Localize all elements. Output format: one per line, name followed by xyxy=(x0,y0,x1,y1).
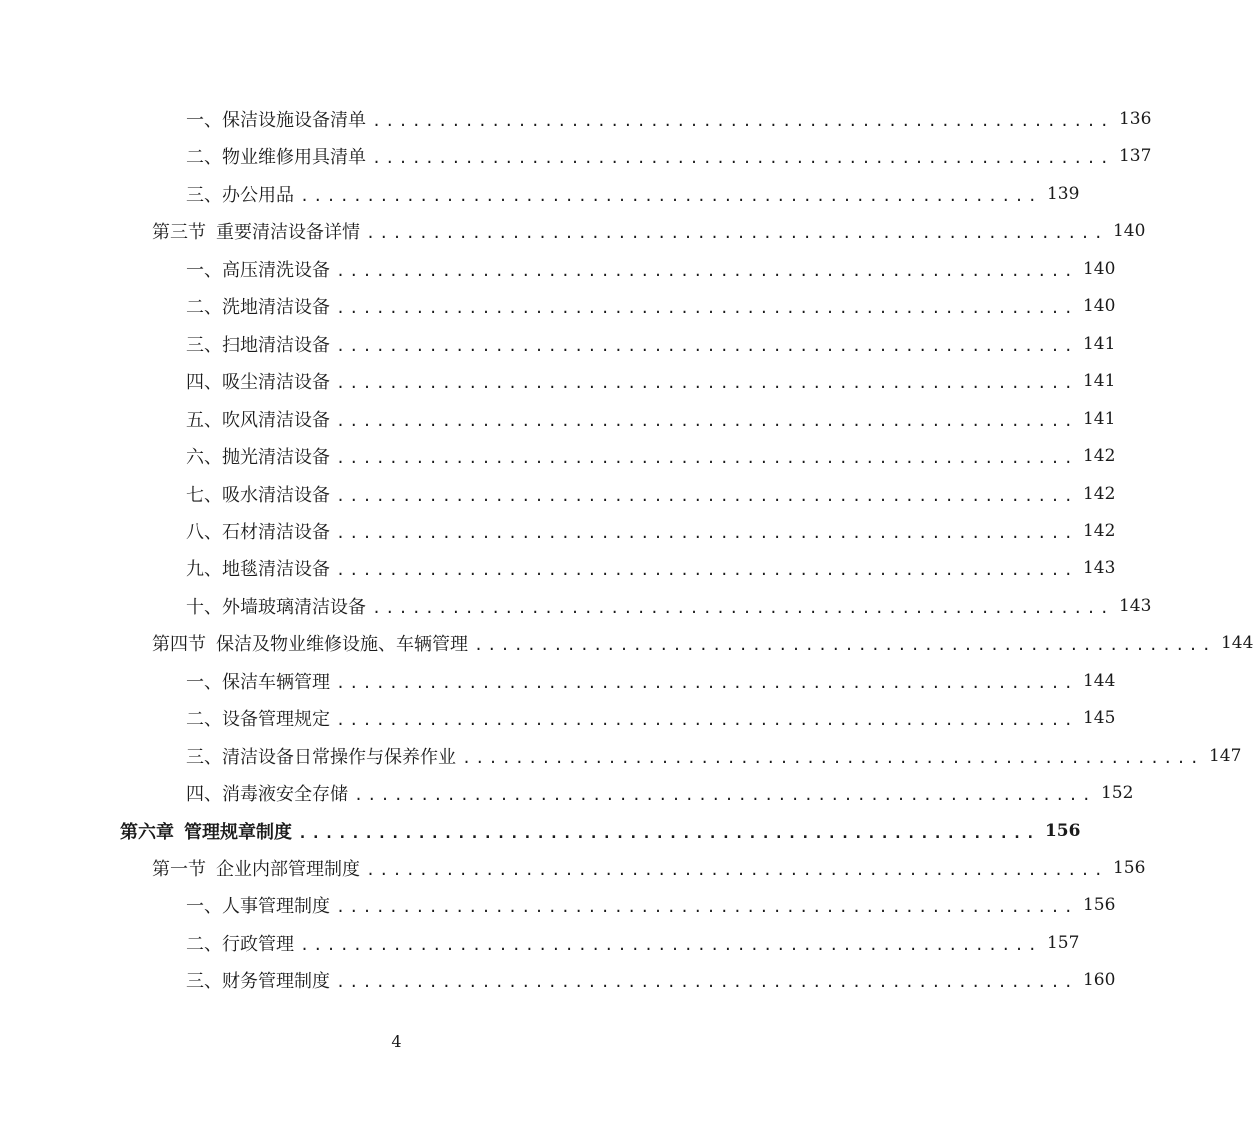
toc-entry[interactable] xyxy=(0,816,1081,846)
toc-entry-number: 一、 xyxy=(186,672,222,693)
toc-leader-dots: ........................................................ xyxy=(336,299,1077,317)
toc-entry-title: 清洁设备日常操作与保养作业 xyxy=(222,747,456,768)
toc-entry-number: 七、 xyxy=(186,485,222,506)
toc-entry[interactable] xyxy=(0,366,1116,396)
toc-entry-page: 145 xyxy=(1082,708,1116,728)
toc-entry-number: 一、 xyxy=(186,110,222,131)
toc-entry[interactable] xyxy=(0,404,1116,434)
toc-entry[interactable] xyxy=(0,291,1116,321)
toc-entry-number: 一、 xyxy=(186,260,222,281)
toc-entry-title: 设备管理规定 xyxy=(222,709,330,730)
toc-entry[interactable] xyxy=(0,254,1116,284)
toc-entry-number: 三、 xyxy=(186,971,222,992)
toc-leader-dots: ........................................................ xyxy=(336,674,1077,692)
toc-entry-page: 157 xyxy=(1046,933,1080,953)
toc-leader-dots: ........................................................ xyxy=(336,561,1077,579)
toc-entry[interactable] xyxy=(0,703,1116,733)
toc-entry[interactable] xyxy=(0,628,1253,658)
toc-entry-number: 第三节 xyxy=(152,222,206,243)
toc-entry-number: 第六章 xyxy=(120,822,174,843)
toc-entry-title: 消毒液安全存储 xyxy=(222,784,348,805)
toc-entry-page: 144 xyxy=(1220,633,1253,653)
toc-entry-page: 143 xyxy=(1082,558,1116,578)
toc-entry[interactable] xyxy=(0,179,1080,209)
toc-entry-page: 156 xyxy=(1082,895,1116,915)
toc-entry[interactable] xyxy=(0,778,1134,808)
toc-entry-title: 外墙玻璃清洁设备 xyxy=(222,597,366,618)
toc-entry-title: 重要清洁设备详情 xyxy=(216,222,360,243)
toc-entry-number: 八、 xyxy=(186,522,222,543)
toc-entry-page: 160 xyxy=(1082,970,1116,990)
toc-entry-number: 二、 xyxy=(186,297,222,318)
toc-entry-page: 152 xyxy=(1100,783,1134,803)
toc-leader-dots: ........................................................ xyxy=(372,149,1113,167)
toc-leader-dots: ........................................................ xyxy=(336,898,1077,916)
toc-entry-title: 人事管理制度 xyxy=(222,896,330,917)
toc-leader-dots: ........................................................ xyxy=(336,973,1077,991)
toc-entry[interactable] xyxy=(0,479,1116,509)
toc-entry-page: 156 xyxy=(1044,821,1081,841)
toc-entry-title: 抛光清洁设备 xyxy=(222,447,330,468)
toc-entry-title: 地毯清洁设备 xyxy=(222,559,330,580)
toc-entry-title: 企业内部管理制度 xyxy=(216,859,360,880)
toc-leader-dots: ........................................................ xyxy=(336,412,1077,430)
toc-leader-dots: ........................................................ xyxy=(462,749,1203,767)
toc-entry-page: 144 xyxy=(1082,671,1116,691)
toc-entry[interactable] xyxy=(0,928,1080,958)
toc-entry-number: 五、 xyxy=(186,410,222,431)
toc-entry-page: 141 xyxy=(1082,409,1116,429)
toc-entry[interactable] xyxy=(0,965,1116,995)
toc-entry-number: 第一节 xyxy=(152,859,206,880)
toc-leader-dots: ........................................................ xyxy=(300,936,1041,954)
toc-entry[interactable] xyxy=(0,890,1116,920)
toc-entry-number: 十、 xyxy=(186,597,222,618)
toc-leader-dots: ........................................................ xyxy=(336,524,1077,542)
toc-leader-dots: ........................................................ xyxy=(336,487,1077,505)
toc-entry-page: 140 xyxy=(1112,221,1146,241)
toc-entry-title: 吸尘清洁设备 xyxy=(222,372,330,393)
toc-entry-title: 高压清洗设备 xyxy=(222,260,330,281)
toc-entry-page: 139 xyxy=(1046,184,1080,204)
toc-entry[interactable] xyxy=(0,329,1116,359)
toc-leader-dots: ........................................................ xyxy=(354,786,1095,804)
toc-entry-number: 一、 xyxy=(186,896,222,917)
toc-entry-page: 137 xyxy=(1118,146,1152,166)
toc-entry-page: 156 xyxy=(1112,858,1146,878)
toc-entry[interactable] xyxy=(0,553,1116,583)
toc-entry-page: 143 xyxy=(1118,596,1152,616)
toc-entry[interactable] xyxy=(0,441,1116,471)
toc-leader-dots: ........................................................ xyxy=(366,861,1107,879)
toc-leader-dots: ........................................................ xyxy=(366,224,1107,242)
toc-entry[interactable] xyxy=(0,666,1116,696)
toc-entry-page: 136 xyxy=(1118,109,1152,129)
toc-entry-title: 保洁车辆管理 xyxy=(222,672,330,693)
toc-entry-title: 洗地清洁设备 xyxy=(222,297,330,318)
toc-entry-title: 扫地清洁设备 xyxy=(222,335,330,356)
toc-entry-number: 二、 xyxy=(186,934,222,955)
toc-entry[interactable] xyxy=(0,741,1242,771)
toc-entry-title: 管理规章制度 xyxy=(184,822,292,843)
toc-entry-page: 142 xyxy=(1082,446,1116,466)
toc-entry[interactable] xyxy=(0,104,1152,134)
toc-entry-title: 石材清洁设备 xyxy=(222,522,330,543)
toc-leader-dots: ........................................................ xyxy=(300,187,1041,205)
toc-entry-number: 四、 xyxy=(186,784,222,805)
toc-entry-title: 物业维修用具清单 xyxy=(222,147,366,168)
toc-entry-page: 140 xyxy=(1082,296,1116,316)
toc-entry[interactable] xyxy=(0,216,1146,246)
toc-entry-page: 142 xyxy=(1082,521,1116,541)
toc-entry-number: 三、 xyxy=(186,335,222,356)
toc-entry-number: 三、 xyxy=(186,185,222,206)
toc-entry-number: 六、 xyxy=(186,447,222,468)
toc-entry-page: 141 xyxy=(1082,334,1116,354)
toc-entry-title: 行政管理 xyxy=(222,934,294,955)
toc-entry-number: 四、 xyxy=(186,372,222,393)
toc-entry-number: 二、 xyxy=(186,147,222,168)
toc-leader-dots: ........................................................ xyxy=(298,824,1039,842)
toc-entry-page: 147 xyxy=(1208,746,1242,766)
toc-leader-dots: ........................................................ xyxy=(372,599,1113,617)
toc-entry-title: 吸水清洁设备 xyxy=(222,485,330,506)
toc-entry[interactable] xyxy=(0,516,1116,546)
toc-entry-title: 办公用品 xyxy=(222,185,294,206)
toc-leader-dots: ........................................................ xyxy=(372,112,1113,130)
toc-entry-page: 141 xyxy=(1082,371,1116,391)
toc-entry[interactable] xyxy=(0,853,1146,883)
toc-entry-page: 140 xyxy=(1082,259,1116,279)
toc-leader-dots: ........................................................ xyxy=(336,449,1077,467)
toc-entry-title: 保洁及物业维修设施、车辆管理 xyxy=(216,634,468,655)
toc-entry-page: 142 xyxy=(1082,484,1116,504)
toc-entry-number: 三、 xyxy=(186,747,222,768)
toc-leader-dots: ........................................................ xyxy=(336,711,1077,729)
toc-entry-title: 吹风清洁设备 xyxy=(222,410,330,431)
toc-entry-number: 二、 xyxy=(186,709,222,730)
toc-leader-dots: ........................................................ xyxy=(336,337,1077,355)
toc-entry[interactable] xyxy=(0,591,1152,621)
toc-leader-dots: ........................................................ xyxy=(474,636,1215,654)
toc-leader-dots: ........................................................ xyxy=(336,374,1077,392)
toc-entry-number: 第四节 xyxy=(152,634,206,655)
page-number: 4 xyxy=(391,1032,402,1051)
toc-leader-dots: ........................................................ xyxy=(336,262,1077,280)
toc-entry[interactable] xyxy=(0,141,1152,171)
toc-entry-title: 财务管理制度 xyxy=(222,971,330,992)
toc-entry-title: 保洁设施设备清单 xyxy=(222,110,366,131)
toc-entry-number: 九、 xyxy=(186,559,222,580)
